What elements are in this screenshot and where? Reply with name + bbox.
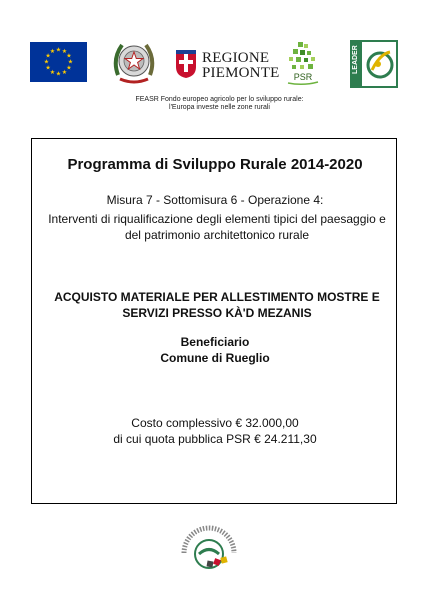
svg-text:★: ★ (55, 46, 62, 54)
regione-label: REGIONE (202, 50, 270, 66)
piemonte-label: PIEMONTE (202, 65, 280, 81)
logo-bar (0, 0, 432, 95)
svg-text:★: ★ (43, 58, 50, 66)
svg-text:★: ★ (66, 64, 72, 72)
svg-text:★: ★ (45, 64, 51, 72)
beneficiario-name: Comune di Rueglio (160, 351, 270, 365)
psr-label: PSR (293, 72, 313, 82)
public-share: di cui quota pubblica PSR € 24.211,30 (113, 432, 317, 446)
total-cost: Costo complessivo € 32.000,00 (131, 416, 299, 430)
gal-logo (174, 523, 244, 573)
interventi-text: Interventi di riqualificazione degli elementi tipici del paesaggio e del patrimonio architettonico rurale (48, 212, 386, 242)
svg-text:★: ★ (66, 52, 72, 60)
svg-text:★: ★ (61, 68, 68, 76)
beneficiario-label: Beneficiario (180, 335, 250, 349)
svg-text:★: ★ (45, 52, 51, 60)
svg-text:★: ★ (55, 70, 62, 78)
project-info-box (31, 138, 397, 504)
italian-republic-emblem (110, 37, 158, 87)
regione-piemonte-logo (175, 49, 280, 81)
project-title: ACQUISTO MATERIALE PER ALLESTIMENTO MOSTRE E SERVIZI PRESSO KÀ'D MEZANIS (54, 290, 380, 320)
leader-label: LEADER (352, 45, 359, 74)
eu-flag-logo (30, 42, 87, 82)
leader-logo (350, 40, 398, 88)
feasr-line-2: l'Europa investe nelle zone rurali (169, 104, 270, 111)
svg-text:★: ★ (61, 48, 68, 56)
psr-logo (284, 40, 322, 86)
feasr-caption (112, 96, 327, 112)
svg-text:★: ★ (49, 48, 56, 56)
programme-title: Programma di Sviluppo Rurale 2014-2020 (67, 156, 363, 173)
feasr-line-1: FEASR Fondo europeo agricolo per lo sviluppo rurale: (135, 96, 304, 103)
piemonte-shield-icon (175, 49, 197, 79)
svg-text:★: ★ (49, 68, 56, 76)
svg-text:★: ★ (67, 58, 74, 66)
misura-line: Misura 7 - Sottomisura 6 - Operazione 4: (106, 193, 324, 207)
